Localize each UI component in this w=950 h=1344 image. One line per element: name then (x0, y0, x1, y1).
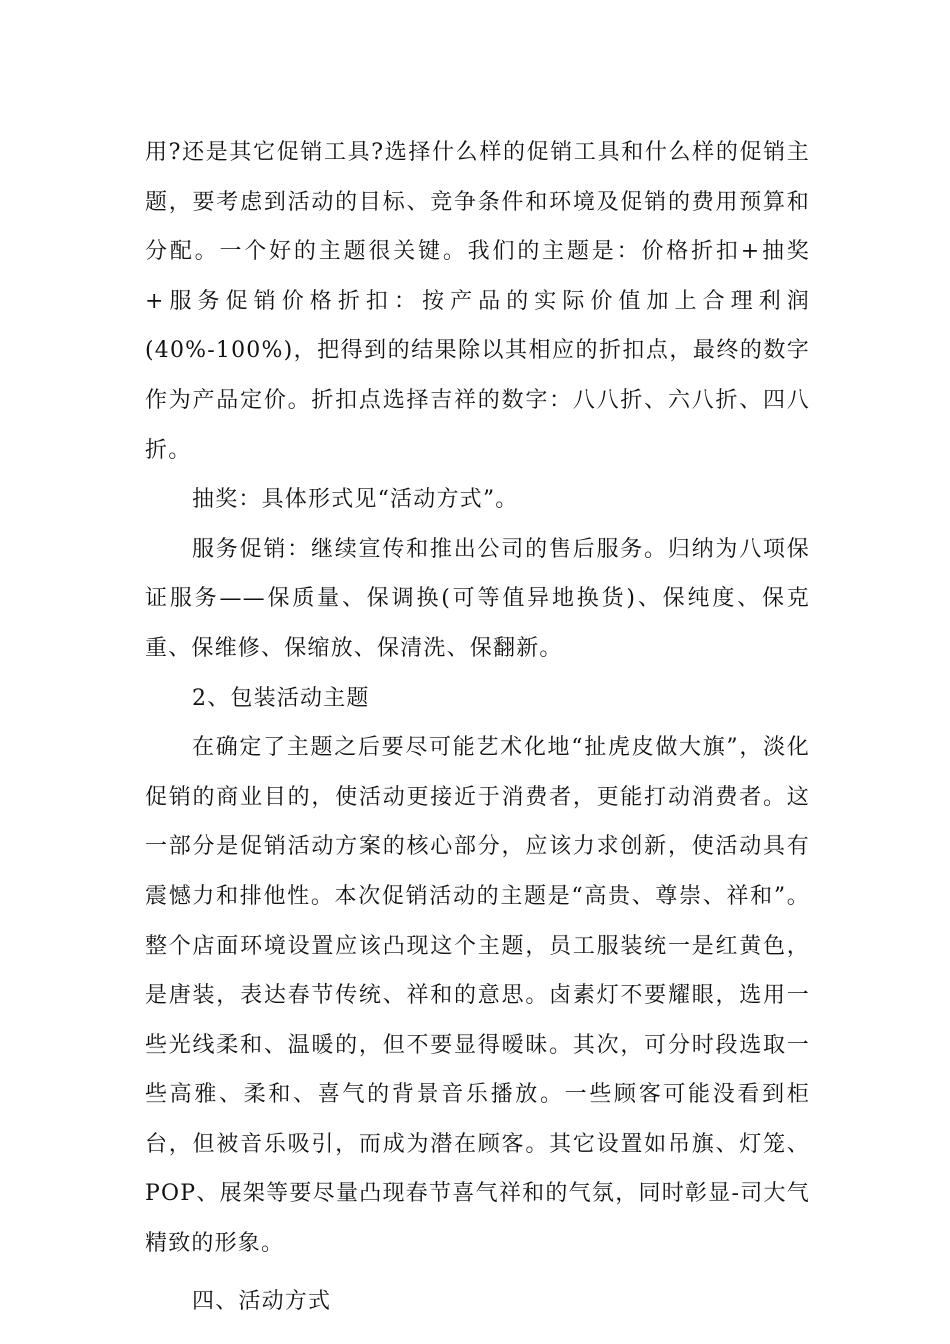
paragraph-promotion-theme: 用?还是其它促销工具?选择什么样的促销工具和什么样的促销主题，要考虑到活动的目标、竞争条件和环境及促销的费用预算和分配。一个好的主题很关键。我们的主题是：价格折扣+抽奖+服务促销价格折扣：按产品的实际价值加上合理利润(40%-100%)，把得到的结果除以其相应的折扣点，最终的数字作为产品定价。折扣点选择吉祥的数字：八八折、六八折、四八折。 (145, 140, 810, 463)
paragraph-lottery: 抽奖：具体形式见“活动方式”。 (192, 487, 519, 513)
document-body (145, 128, 810, 1326)
paragraph-package-theme: 在确定了主题之后要尽可能艺术化地“扯虎皮做大旗”，淡化促销的商业目的，使活动更接近于消费者，更能打动消费者。这一部分是促销活动方案的核心部分，应该力求创新，使活动具有震憾力和排他性。本次促销活动的主题是“高贵、尊崇、祥和”。整个店面环境设置应该凸现这个主题，员工服装统一是红黄色，是唐装，表达春节传统、祥和的意思。卤素灯不要耀眼，选用一些光线柔和、温暖的，但不要显得暧昧。其次，可分时段选取一些高雅、柔和、喜气的背景音乐播放。一些顾客可能没看到柜台，但被音乐吸引，而成为潜在顾客。其它设置如吊旗、灯笼、POP、展架等要尽量凸现春节喜气祥和的气氛，同时彰显-司大气精致的形象。 (145, 735, 810, 1257)
section-heading-package-theme: 2、包装活动主题 (192, 685, 370, 711)
section-heading-activity-method: 四、活动方式 (192, 1288, 332, 1314)
paragraph-service-promotion: 服务促销：继续宣传和推出公司的售后服务。归纳为八项保证服务——保质量、保调换(可等值异地换货)、保纯度、保克重、保维修、保缩放、保清洗、保翻新。 (145, 536, 810, 661)
